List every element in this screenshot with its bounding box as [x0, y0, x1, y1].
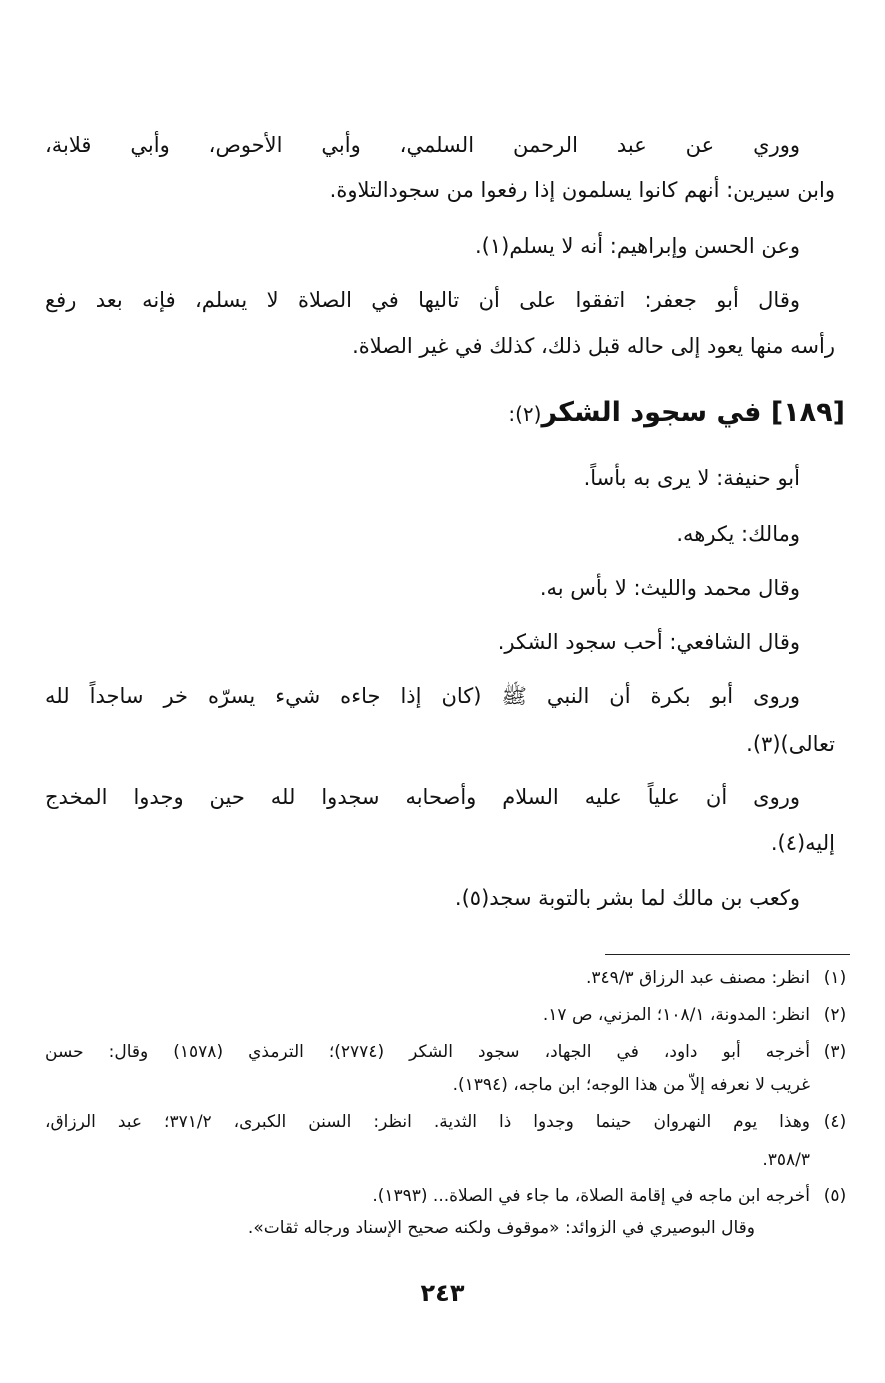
body-line: وعن الحسن وإبراهيم: أنه لا يسلم(١). — [474, 234, 800, 258]
body-line: أبو حنيفة: لا يرى به بأساً. — [583, 466, 800, 490]
body-line: ومالك: يكرهه. — [676, 522, 800, 546]
page-number: ٢٤٣ — [420, 1279, 465, 1307]
footnote-continuation: ٣٥٨/٣. — [762, 1150, 810, 1170]
footnote-number: (١) — [823, 968, 847, 988]
body-line: وروى أن علياً عليه السلام وأصحابه سجدوا لله حين وجدوا المخدج — [45, 785, 800, 809]
footnote-text: انظر: مصنف عبد الرزاق ٣٤٩/٣. — [586, 968, 810, 988]
body-line: وروى أبو بكرة أن النبي ﷺ (كان إذا جاءه شيء يسرّه خر ساجداً لله — [45, 684, 800, 708]
body-line: وقال الشافعي: أحب سجود الشكر. — [497, 630, 800, 654]
body-line: رأسه منها يعود إلى حاله قبل ذلك، كذلك في غير الصلاة. — [352, 334, 835, 358]
footnote-number: (٤) — [823, 1112, 847, 1132]
section-colon: : — [508, 402, 516, 426]
footnote-text: وهذا يوم النهروان حينما وجدوا ذا الثدية. انظر: السنن الكبرى، ٣٧١/٢؛ عبد الرزاق، — [45, 1112, 810, 1132]
body-line: وابن سيرين: أنهم كانوا يسلمون إذا رفعوا من سجودالتلاوة. — [329, 178, 835, 202]
section-heading — [508, 396, 845, 431]
footnote-text: انظر: المدونة، ١٠٨/١؛ المزني، ص ١٧. — [542, 1005, 810, 1025]
footnote-text: أخرجه ابن ماجه في إقامة الصلاة، ما جاء في الصلاة... (١٣٩٣). — [372, 1186, 810, 1206]
footnote-number: (٢) — [823, 1005, 847, 1025]
body-line: وقال أبو جعفر: اتفقوا على أن تاليها في الصلاة لا يسلم، فإنه بعد رفع — [45, 288, 800, 312]
footnote-number: (٣) — [823, 1042, 847, 1062]
body-line: وكعب بن مالك لما بشر بالتوبة سجد(٥). — [454, 886, 800, 910]
section-number: [١٨٩] — [770, 397, 845, 428]
body-line: إليه(٤). — [770, 831, 835, 855]
footnote-continuation: غريب لا نعرفه إلاَّ من هذا الوجه؛ ابن ماجه، (١٣٩٤). — [452, 1075, 810, 1095]
body-line: تعالى)(٣). — [746, 732, 835, 756]
footnote-text: أخرجه أبو داود، في الجهاد، سجود الشكر (٢٧٧٤)؛ الترمذي (١٥٧٨) وقال: حسن — [45, 1042, 810, 1062]
footnote-separator — [605, 954, 850, 955]
footnote-number: (٥) — [823, 1186, 847, 1206]
footnote-continuation: وقال البوصيري في الزوائد: «موقوف ولكنه صحيح الإسناد ورجاله ثقات». — [247, 1218, 755, 1238]
body-line: ووري عن عبد الرحمن السلمي، وأبي الأحوص، وأبي قلابة، — [45, 133, 800, 157]
section-note-ref: (٢) — [515, 402, 542, 426]
section-title: في سجود الشكر — [541, 397, 762, 428]
body-line: وقال محمد والليث: لا بأس به. — [539, 576, 800, 600]
